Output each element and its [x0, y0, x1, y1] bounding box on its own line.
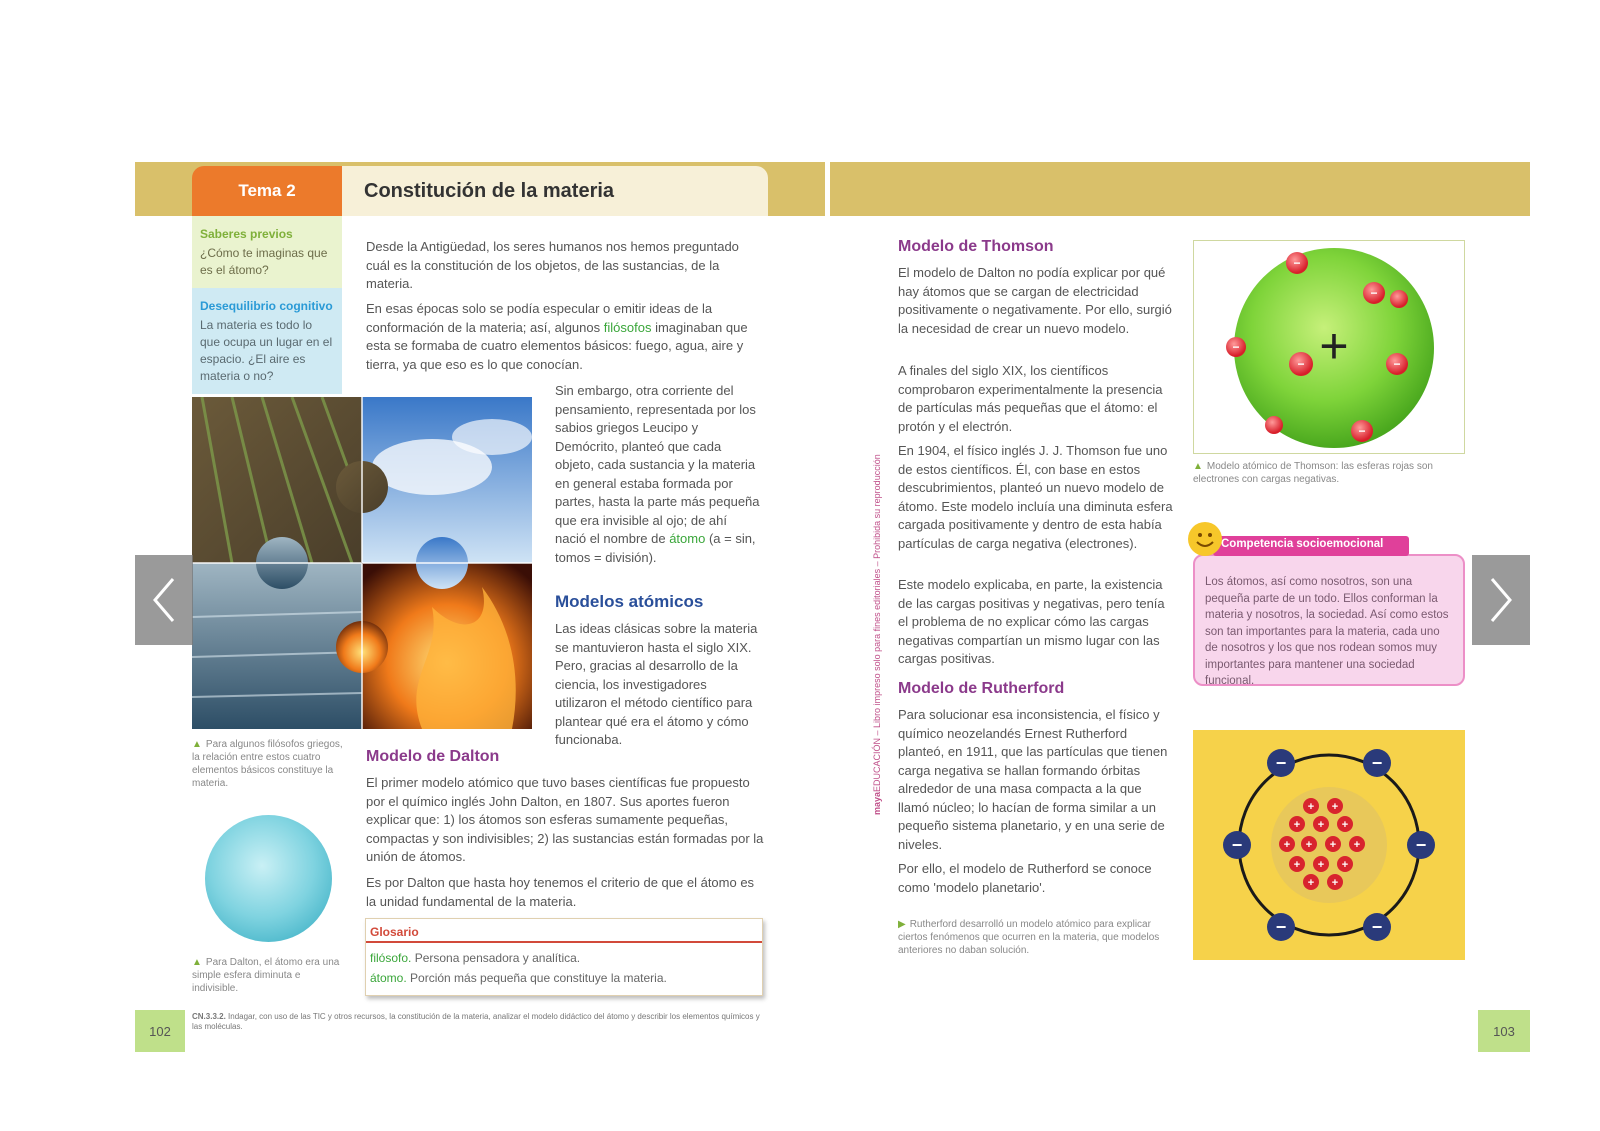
curriculum-footnote: CN.3.3.2. Indagar, con uso de las TIC y otros recursos, la constitución de la materia, analizar el modelo didáctico del átomo y describir los elementos químicos y las moléculas. [192, 1012, 760, 1031]
svg-text:+: + [1341, 819, 1349, 831]
svg-text:+: + [1307, 877, 1315, 889]
electron-minus: − [1293, 256, 1301, 270]
electron-minus: − [1393, 357, 1401, 371]
electron-minus: − [1297, 357, 1305, 371]
dalton-paragraph-2: Es por Dalton que hasta hoy tenemos el criterio de que el átomo es la unidad fundamental de la materia. [366, 875, 755, 909]
svg-text:+: + [1307, 801, 1315, 813]
thomson-paragraph-3: En 1904, el físico inglés J. J. Thomson fue uno de estos científicos. Él, con base en estos descubrimientos, planteó un nuevo modelo de átomo. Este modelo incluía una diminuta esfera cargada positivamente y dentro de esta había partículas de carga negativa (electrones). [898, 443, 1173, 551]
svg-text:+: + [1331, 801, 1339, 813]
thomson-caption: ▲ Modelo atómico de Thomson: las esferas rojas son electrones con cargas negativas. [1193, 461, 1433, 485]
glossary-heading: Glosario [370, 925, 419, 939]
intro-paragraph-2: En esas épocas solo se podía especular o emitir ideas de la conformación de la materia; así, algunos filósofos imaginaban que esta se formaba de cuatro elementos básicos: fuego, agua, aire y tierra, ya que eso es lo que conocían. [366, 301, 748, 372]
modelos-atomicos-heading: Modelos atómicos [555, 592, 704, 611]
svg-text:+: + [1305, 839, 1313, 851]
spine-credit: mayaEDUCACIÓN – Libro impreso solo para fines editoriales – Prohibida su reproducción [872, 454, 882, 815]
svg-text:+: + [1293, 819, 1301, 831]
electron-minus: − [1232, 340, 1240, 354]
positive-charge-sign: + [1319, 318, 1349, 374]
svg-text:−: − [1275, 753, 1287, 773]
caption-triangle-icon: ▶ [898, 919, 906, 930]
dalton-heading: Modelo de Dalton [366, 748, 500, 765]
modelos-atomicos-text: Las ideas clásicas sobre la materia se mantuvieron hasta el siglo XIX. Pero, gracias al desarrollo de la ciencia, los investigadores utilizaron el método científico para plantear qué era el átomo y cómo funcionaba. [555, 621, 758, 747]
chevron-left-icon [149, 575, 179, 625]
rutherford-paragraph-1: Para solucionar esa inconsistencia, el físico y químico neozelandés Ernest Rutherford planteó, en 1911, que las partículas que tienen carga negativa se hallan formando órbitas alrededor de una masa compacta a la que llamó núcleo; lo hacían de forma similar a un pequeño sistema planetario, y en una serie de niveles. [898, 707, 1168, 852]
four-elements-puzzle-image [192, 397, 532, 729]
saberes-heading: Saberes previos [200, 227, 293, 241]
svg-text:−: − [1231, 835, 1243, 855]
svg-text:+: + [1317, 819, 1325, 831]
saberes-previos-box [192, 216, 342, 288]
chevron-right-icon [1486, 575, 1516, 625]
desequilibrio-box [192, 288, 342, 394]
svg-text:+: + [1329, 839, 1337, 851]
tema-label: Tema 2 [192, 166, 342, 216]
competencia-heading: Competencia socioemocional [1213, 536, 1409, 556]
intro-paragraph-3: Sin embargo, otra corriente del pensamiento, representada por los sabios griegos Leucipo y Demócrito, planteó que cada objeto, cada sustancia y la materia en general estaba formada por partes, hasta la parte más pequeña que era invisible al ojo; de ahí nació el nombre de átomo (a = sin, tomos = división). [555, 383, 760, 565]
rutherford-paragraph-2: Por ello, el modelo de Rutherford se conoce como 'modelo planetario'. [898, 861, 1152, 895]
competencia-box [1193, 554, 1465, 686]
dalton-sphere-illustration [205, 815, 332, 942]
glossary-divider [366, 941, 762, 943]
svg-text:+: + [1353, 839, 1361, 851]
svg-text:+: + [1317, 859, 1325, 871]
rutherford-heading: Modelo de Rutherford [898, 680, 1065, 697]
electron-minus: − [1370, 286, 1378, 300]
caption-triangle-icon: ▲ [1193, 461, 1203, 472]
saberes-text: ¿Cómo te imaginas que es el átomo? [200, 246, 328, 277]
glossary-link-filosofos[interactable]: filósofos [603, 319, 652, 335]
page-title: Constitución de la materia [342, 166, 768, 216]
sphere-caption: ▲ Para Dalton, el átomo era una simple esfera diminuta e indivisible. [192, 957, 340, 994]
thomson-paragraph-4: Este modelo explicaba, en parte, la existencia de las cargas positivas y negativas, pero tenía el problema de no explicar cómo las cargas negativas compartían un mismo lugar con las cargas positivas. [898, 577, 1165, 666]
header-band-right [830, 162, 1530, 216]
puzzle-caption: ▲ Para algunos filósofos griegos, la relación entre estos cuatro elementos básicos constituye la materia. [192, 739, 343, 789]
glossary-entry-atomo: átomo. Porción más pequeña que constituye la materia. [370, 971, 667, 985]
caption-triangle-icon: ▲ [192, 957, 202, 968]
svg-text:+: + [1331, 877, 1339, 889]
thomson-model-illustration [1193, 240, 1465, 454]
electron-minus: − [1358, 424, 1366, 438]
svg-text:+: + [1293, 859, 1301, 871]
caption-triangle-icon: ▲ [192, 739, 202, 750]
previous-page-button[interactable] [135, 555, 193, 645]
thomson-paragraph-2: A finales del siglo XIX, los científicos comprobaron experimentalmente la presencia de partículas más pequeñas que el átomo: el protón y el electrón. [898, 363, 1163, 434]
dalton-paragraph-1: El primer modelo atómico que tuvo bases científicas fue propuesto por el químico inglés John Dalton, en 1807. Sus aportes fueron explicar que: 1) los átomos son esferas sumamente pequeñas, compactas y son indivisibles; 2) las sustancias están formadas por la unión de átomos. [366, 775, 764, 864]
svg-text:−: − [1415, 835, 1427, 855]
svg-text:+: + [1283, 839, 1291, 851]
desequilibrio-heading: Desequilibrio cognitivo [200, 299, 333, 313]
next-page-button[interactable] [1472, 555, 1530, 645]
glossary-link-atomo[interactable]: átomo [669, 531, 706, 546]
svg-text:−: − [1371, 753, 1383, 773]
desequilibrio-text: La materia es todo lo que ocupa un lugar en el espacio. ¿El aire es materia o no? [200, 318, 333, 383]
svg-text:−: − [1371, 917, 1383, 937]
svg-text:−: − [1275, 917, 1287, 937]
svg-text:+: + [1341, 859, 1349, 871]
glossary-entry-filosofo: filósofo. Persona pensadora y analítica. [370, 951, 581, 965]
thomson-paragraph-1: El modelo de Dalton no podía explicar por qué hay átomos que se cargan de electricidad positivamente o negativamente. Por ello, surgió la necesidad de crear un nuevo modelo. [898, 265, 1172, 336]
rutherford-caption: ▶ Rutherford desarrolló un modelo atómico para explicar ciertos fenómenos que ocurren en la materia, que modelos anteriores no daban solución. [898, 919, 1160, 956]
thomson-heading: Modelo de Thomson [898, 238, 1054, 255]
rutherford-model-illustration [1193, 730, 1465, 960]
competencia-text: Los átomos, así como nosotros, son una pequeña parte de un todo. Ellos conforman la materia y nosotros, la sociedad. Así como estos son tan importantes para la materia, cada uno de nosotros y los que nos rodean somos muy importantes para mantener una sociedad funcional. [1205, 576, 1449, 687]
intro-paragraph-1: Desde la Antigüedad, los seres humanos nos hemos preguntado cuál es la constitución de los objetos, de las sustancias, de la materia. [366, 239, 739, 291]
page-number-right: 103 [1478, 1010, 1530, 1052]
glossary-box [365, 918, 763, 996]
smiley-icon [1188, 522, 1222, 556]
page-number-left: 102 [135, 1010, 185, 1052]
